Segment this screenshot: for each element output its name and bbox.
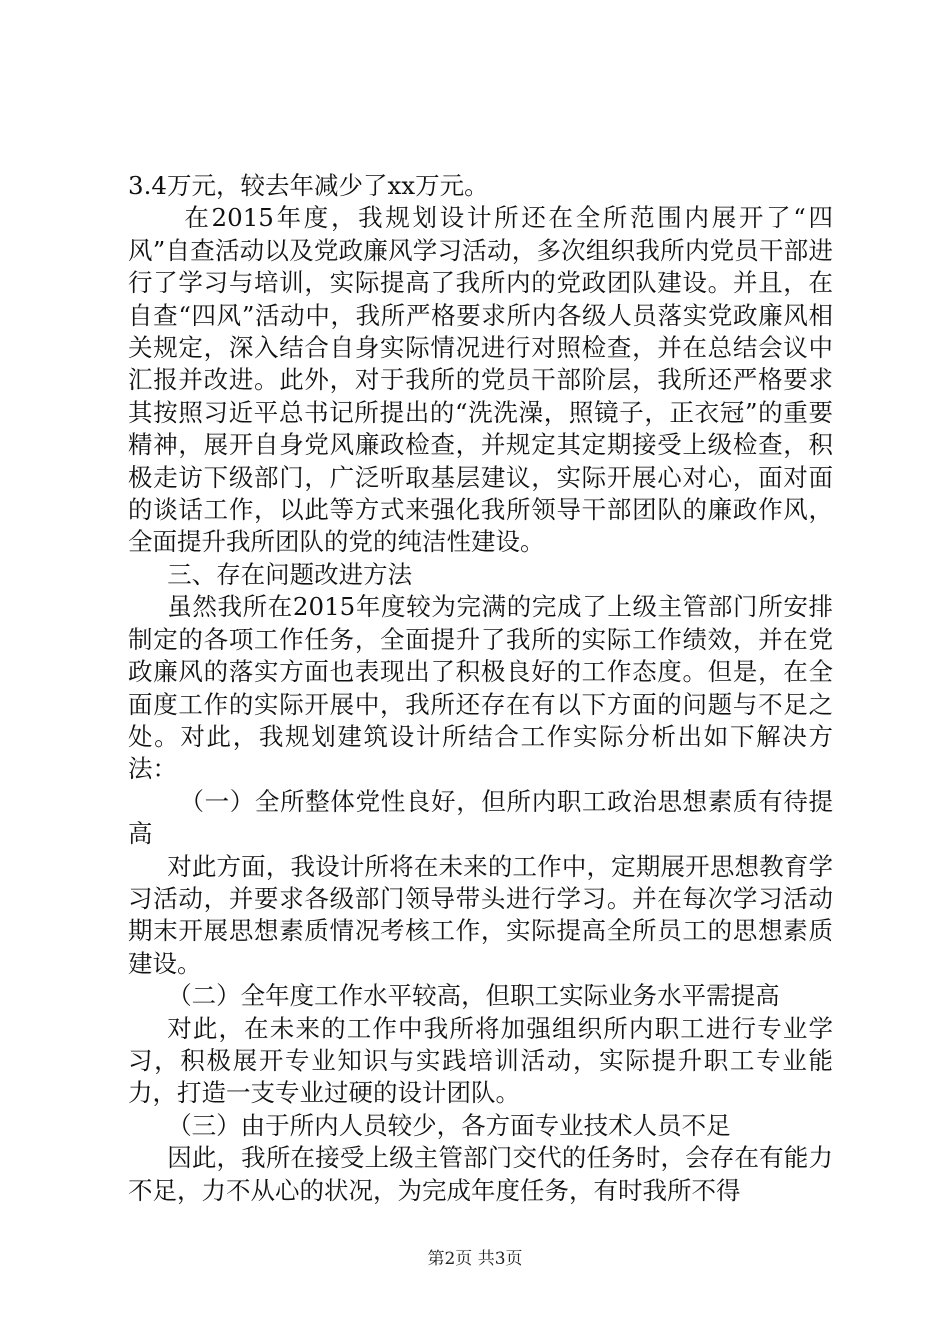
paragraph-problems-intro: 虽然我所在2015年度较为完满的完成了上级主管部门所安排制定的各项工作任务，全面提升了我所的实际工作绩效，并在党政廉风的落实方面也表现出了积极良好的工作态度。但是，在全面度工作的实际开展中，我所还存在有以下方面的问题与不足之处。对此，我规划建筑设计所结合工作实际分析出如下解决方法： (128, 592, 833, 784)
subheading-two: （二）全年度工作水平较高，但职工实际业务水平需提高 (167, 981, 780, 1011)
section-heading-problems: 三、存在问题改进方法 (167, 559, 413, 589)
subheading-three: （三）由于所内人员较少，各方面专业技术人员不足 (167, 1110, 731, 1140)
paragraph-three: 因此，我所在接受上级主管部门交代的任务时，会存在有能力不足，力不从心的状况，为完成年度任务，有时我所不得 (128, 1143, 833, 1205)
page-number-footer: 第2页 共3页 (427, 1249, 523, 1269)
paragraph-two: 对此，在未来的工作中我所将加强组织所内职工进行专业学习，积极展开专业知识与实践培训活动，实际提升职工专业能力，打造一支专业过硬的设计团队。 (128, 1013, 833, 1108)
subheading-one: （一）全所整体党性良好，但所内职工政治思想素质有待提高 (128, 786, 833, 849)
paragraph-continuation: 3.4万元，较去年减少了xx万元。 (128, 171, 489, 200)
paragraph-four-winds: 在2015年度，我规划设计所还在全所范围内展开了“四风”自查活动以及党政廉风学习活动，多次组织我所内党员干部进行了学习与培训，实际提高了我所内的党政团队建设。并且，在自查“四风”活动中，我所严格要求所内各级人员落实党政廉风相关规定，深入结合自身实际情况进行对照检查，并在总结会议中汇报并改进。此外，对于我所的党员干部阶层，我所还严格要求其按照习近平总书记所提出的“洗洗澡，照镜子，正衣冠”的重要精神，展开自身党风廉政检查，并规定其定期接受上级检查，积极走访下级部门，广泛听取基层建议，实际开展心对心，面对面的谈话工作，以此等方式来强化我所领导干部团队的廉政作风，全面提升我所团队的党的纯洁性建设。 (128, 203, 833, 557)
document-body (128, 170, 833, 1207)
paragraph-one: 对此方面，我设计所将在未来的工作中，定期展开思想教育学习活动，并要求各级部门领导带头进行学习。并在每次学习活动期末开展思想素质情况考核工作，实际提高全所员工的思想素质建设。 (128, 851, 833, 978)
